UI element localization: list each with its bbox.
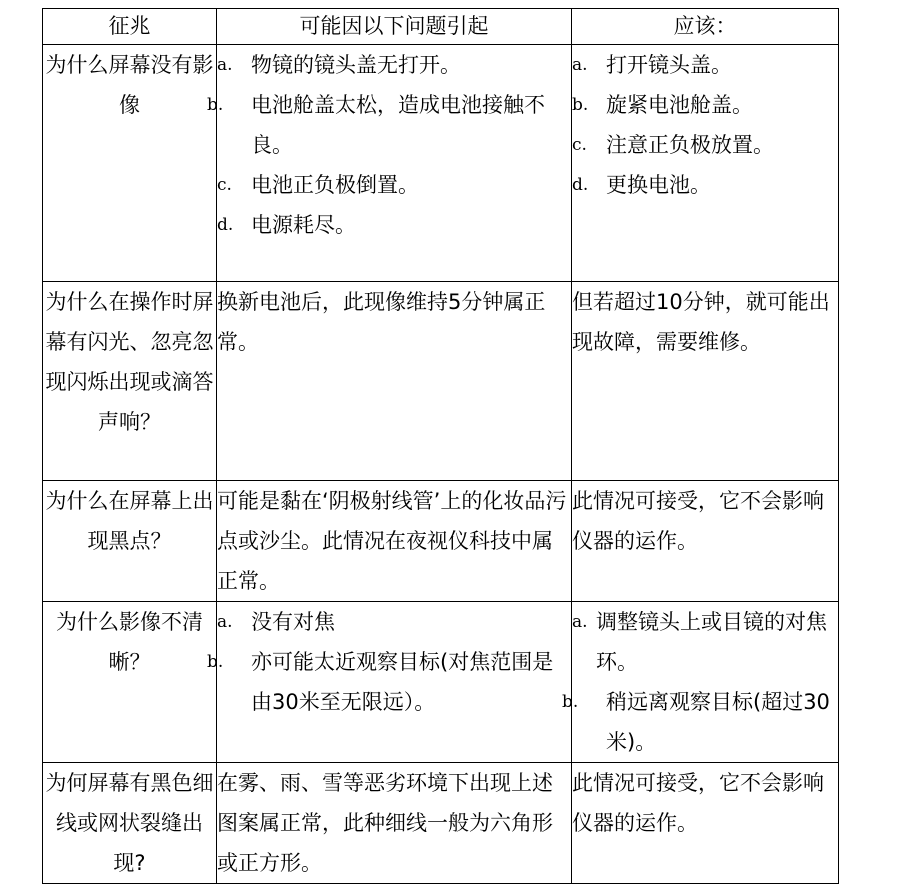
table-row — [43, 602, 839, 763]
item-marker: a. — [572, 612, 588, 632]
cause-text: 可能是黏在‘阴极射线管’上的化妆品污点或沙尘。此情况在夜视仪科技中属正常。 — [217, 489, 567, 593]
action-cell — [572, 481, 839, 602]
list-item — [207, 85, 571, 165]
item-marker: a. — [572, 55, 588, 75]
list-item — [572, 125, 838, 165]
table-row — [43, 282, 839, 481]
item-text: 更换电池。 — [606, 173, 711, 197]
list-item — [572, 602, 838, 682]
symptom-cell: 为什么屏幕没有影像 — [43, 45, 217, 282]
cause-list — [207, 45, 571, 245]
list-item — [217, 165, 571, 205]
table-row — [43, 763, 839, 884]
item-text: 旋紧电池舱盖。 — [606, 93, 753, 117]
action-cell — [572, 763, 839, 884]
symptom-cell: 为什么在操作时屏幕有闪光、忽亮忽现闪烁出现或滴答声响？ — [43, 282, 217, 481]
item-marker: b. — [562, 692, 579, 712]
action-text: 但若超过10分钟，就可能出现故障，需要维修。 — [572, 290, 830, 354]
item-text: 电池舱盖太松，造成电池接触不良。 — [251, 93, 545, 157]
action-list — [572, 45, 838, 205]
cause-text: 换新电池后，此现像维持5分钟属正常。 — [217, 290, 546, 354]
cause-text: 在雾、雨、雪等恶劣环境下出现上述图案属正常，此种细线一般为六角形或正方形。 — [217, 771, 553, 875]
action-cell — [572, 282, 839, 481]
header-action: 应该： — [572, 9, 839, 45]
action-cell — [572, 45, 839, 282]
action-list — [562, 602, 838, 762]
item-marker: b. — [207, 652, 224, 672]
cause-list — [207, 602, 571, 722]
list-item — [572, 45, 838, 85]
item-text: 注意正负极放置。 — [606, 133, 774, 157]
item-marker: b. — [207, 95, 224, 115]
list-item — [207, 642, 571, 722]
item-marker: a. — [217, 55, 233, 75]
item-marker: b. — [572, 95, 589, 115]
header-cause: 可能因以下问题引起 — [217, 9, 572, 45]
header-symptom: 征兆 — [43, 9, 217, 45]
symptom-cell: 为什么在屏幕上出现黑点？ — [43, 481, 217, 602]
action-text: 此情况可接受，它不会影响仪器的运作。 — [572, 489, 824, 553]
item-marker: c. — [217, 175, 232, 195]
symptom-cell: 为何屏幕有黑色细线或网状裂缝出现? — [43, 763, 217, 884]
list-item — [217, 602, 571, 642]
list-item — [217, 45, 571, 85]
item-text: 亦可能太近观察目标(对焦范围是由30米至无限远）。 — [251, 650, 554, 714]
list-item — [572, 165, 838, 205]
item-text: 没有对焦 — [251, 610, 335, 634]
table-row — [43, 45, 839, 282]
list-item — [217, 205, 571, 245]
item-text: 电源耗尽。 — [251, 213, 356, 237]
table-row — [43, 481, 839, 602]
list-item — [572, 85, 838, 125]
item-text: 调整镜头上或目镜的对焦环。 — [596, 610, 827, 674]
cause-cell — [217, 763, 572, 884]
item-marker: a. — [217, 612, 233, 632]
item-text: 打开镜头盖。 — [606, 53, 732, 77]
list-item — [562, 682, 838, 762]
item-marker: d. — [572, 175, 589, 195]
cause-cell — [217, 481, 572, 602]
cause-cell — [207, 45, 572, 282]
symptom-cell: 为什么影像不清晰？ — [43, 602, 217, 763]
item-text: 稍远离观察目标(超过30米)。 — [606, 690, 830, 754]
action-cell — [562, 602, 839, 763]
cause-cell — [207, 602, 572, 763]
table-header-row — [43, 9, 839, 45]
item-marker: d. — [217, 215, 234, 235]
action-text: 此情况可接受，它不会影响仪器的运作。 — [572, 771, 824, 835]
item-text: 电池正负极倒置。 — [251, 173, 419, 197]
item-marker: c. — [572, 135, 587, 155]
item-text: 物镜的镜头盖无打开。 — [251, 53, 461, 77]
cause-cell — [217, 282, 572, 481]
troubleshooting-table — [42, 8, 839, 884]
